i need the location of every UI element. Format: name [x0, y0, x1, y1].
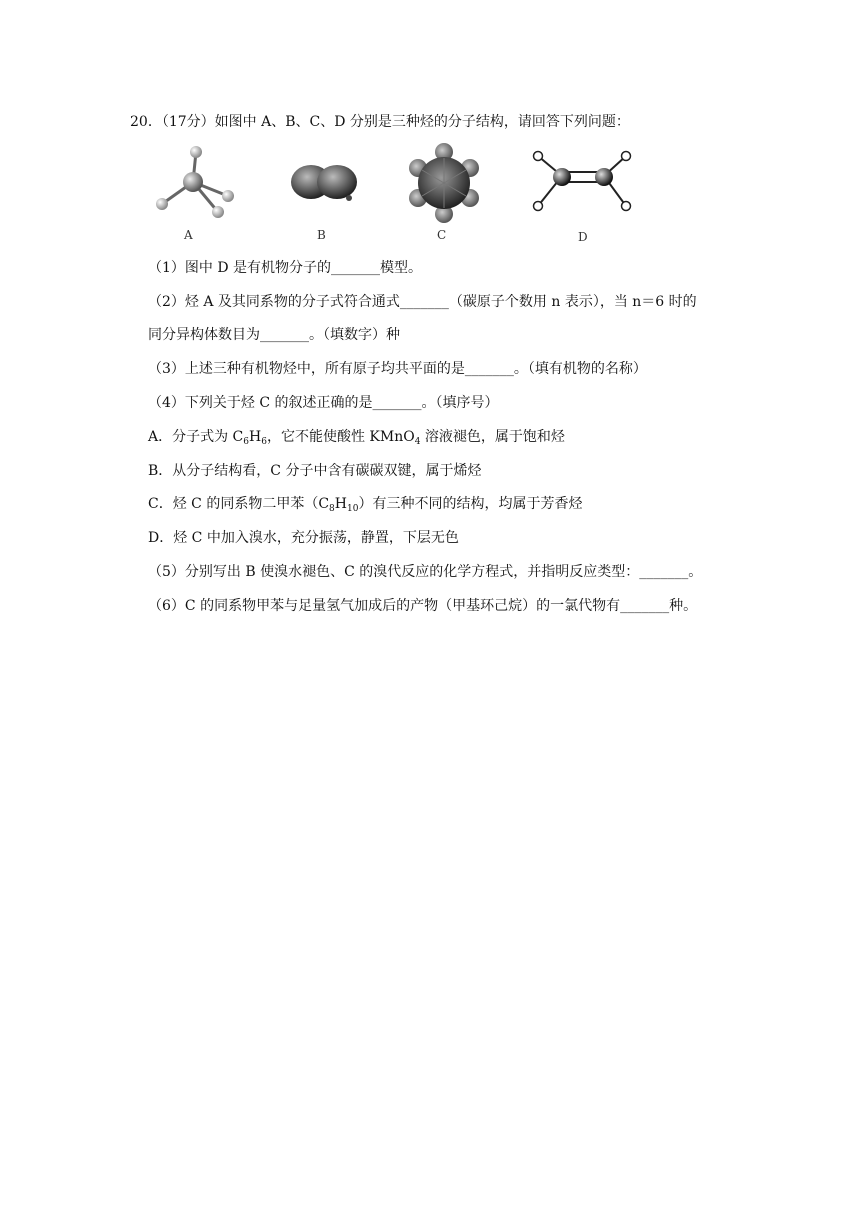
- question-header: 20．（17分）如图中 A、B、C、D 分别是三种烃的分子结构，请回答下列问题：: [130, 114, 630, 130]
- question-3: （3）上述三种有机物烃中，所有原子均共平面的是_______。（填有机物的名称）: [148, 361, 647, 377]
- figure-b-ethylene-model: [285, 140, 365, 220]
- question-4: （4）下列关于烃 C 的叙述正确的是_______。（填序号）: [148, 395, 499, 411]
- figure-c-benzene-model: [404, 140, 484, 224]
- option-d: D．烃 C 中加入溴水，充分振荡，静置，下层无色: [148, 530, 459, 546]
- figure-d-ethylene-ball-stick: [526, 140, 638, 220]
- question-1: （1）图中 D 是有机物分子的_______模型。: [148, 260, 423, 276]
- question-2-line-1: （2）烃 A 及其同系物的分子式符合通式_______（碳原子个数用 n 表示），当 n＝6 时的: [148, 294, 697, 310]
- option-b: B．从分子结构看，C 分子中含有碳碳双键，属于烯烃: [148, 463, 482, 479]
- figure-b-label: B: [317, 228, 326, 242]
- option-a: A．分子式为 $C_6H_6$，它不能使酸性 KMnO$_4$ 溶液褪色，属于饱和烃: [148, 429, 565, 447]
- question-6: （6）C 的同系物甲苯与足量氢气加成后的产物（甲基环己烷）的一氯代物有_______种。: [148, 598, 698, 614]
- figure-a-label: A: [184, 228, 193, 242]
- question-5: （5）分别写出 B 使溴水褪色、C 的溴代反应的化学方程式，并指明反应类型：_______。: [148, 564, 703, 580]
- figure-d-label: D: [578, 230, 588, 244]
- figure-a-methane-model: [148, 140, 238, 220]
- question-2-line-2: 同分异构体数目为_______。（填数字）种: [148, 327, 400, 343]
- figure-c-label: C: [437, 228, 447, 242]
- option-c: C．烃 C 的同系物二甲苯$(C_8H_{10})$有三种不同的结构，均属于芳香烃: [148, 496, 583, 514]
